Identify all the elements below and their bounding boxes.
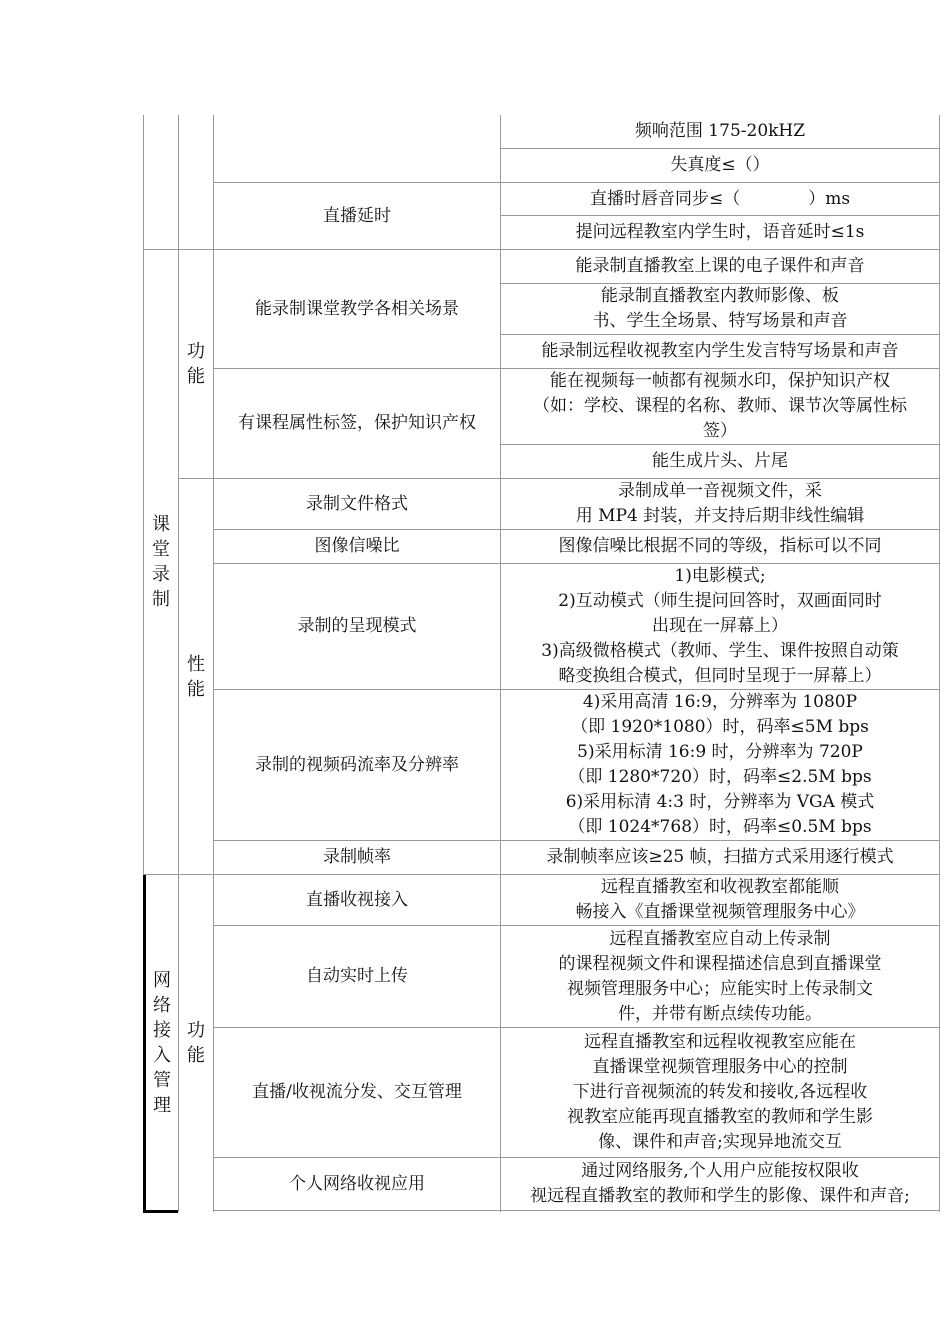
item-present-mode: 录制的呈现模式 — [297, 616, 417, 636]
spec-rec-courseware: 能录制直播教室上课的电子课件和声音 — [575, 256, 865, 276]
item-live-delay: 直播延时 — [323, 205, 391, 226]
spec-snr: 图像信噪比根据不同的等级，指标可以不同 — [558, 536, 882, 556]
item-stream-mgmt: 直播/收视流分发、交互管理 — [252, 1082, 462, 1102]
spec-distortion: 失真度≤（） — [670, 155, 770, 175]
col-divider-4 — [939, 115, 940, 1212]
item-bitrate: 录制的视频码流率及分辨率 — [255, 754, 459, 775]
table-border-bottom-thick — [143, 1210, 178, 1213]
item-live-access: 直播收视接入 — [306, 889, 408, 910]
spec-bitrate: 4)采用高清 16:9，分辨率为 1080P （即 1920*1080）时，码率≤5M bps 5)采用标清 16:9 时，分辨率为 720P （即 1280*720）时，码率≤2.5M bps 6)采用标清 4:3 时，分辨率为 VGA 模式 （即 1024*768）时，码率≤0.5M bps — [565, 692, 875, 837]
spec-framerate: 录制帧率应该≥25 帧，扫描方式采用逐行模式 — [546, 847, 894, 867]
item-framerate: 录制帧率 — [323, 847, 391, 867]
row-line — [213, 1210, 939, 1211]
category-recording: 课 堂 录 制 — [152, 514, 170, 610]
item-course-tag: 有课程属性标签，保护知识产权 — [238, 413, 476, 433]
subcategory-performance: 性 能 — [187, 653, 205, 700]
spec-stream-mgmt: 远程直播教室和远程收视教室应能在 直播课堂视频管理服务中心的控制 下进行音视频流的转发和接收,各远程收 视教室应能再现直播教室的教师和学生影 像、课件和声音;实现异地流交互 — [567, 1032, 873, 1152]
spec-auto-upload: 远程直播教室应自动上传录制 的课程视频文件和课程描述信息到直播课堂 视频管理服务中心；应能实时上传录制文 件，并带有断点续传功能。 — [558, 928, 882, 1024]
spec-watermark: 能在视频每一帧都有视频水印，保护知识产权 （如：学校、课程的名称、教师、课节次等属性标 签） — [533, 371, 907, 441]
spec-lipsync: 直播时唇音同步≤（ ）ms — [589, 188, 851, 209]
spec-modes: 1)电影模式; 2)互动模式（师生提问回答时，双画面同时 出现在一屏幕上） 3)高级微格模式（教师、学生、课件按照自动策 略变换组合模式，但同时呈现于一屏幕上） — [541, 566, 899, 686]
item-personal-app: 个人网络收视应用 — [289, 1173, 425, 1194]
category-network: 网 络 接 入 管 理 — [153, 969, 171, 1116]
spec-personal-app: 通过网络服务,个人用户应能按权限收 视远程直播教室的教师和学生的影像、课件和声音; — [530, 1161, 910, 1206]
spec-titles: 能生成片头、片尾 — [652, 451, 788, 471]
spec-rec-remote: 能录制远程收视教室内学生发言特写场景和声音 — [541, 341, 899, 361]
spec-live-access: 远程直播教室和收视教室都能顺 畅接入《直播课堂视频管理服务中心》 — [575, 877, 865, 922]
subcategory-function: 功 能 — [187, 1019, 205, 1066]
item-snr: 图像信噪比 — [314, 536, 400, 556]
spec-voice-delay: 提问远程教室内学生时，语音延时≤1s — [575, 222, 865, 242]
item-file-format: 录制文件格式 — [306, 493, 408, 514]
item-auto-upload: 自动实时上传 — [306, 966, 408, 986]
item-record-scenes: 能录制课堂教学各相关场景 — [255, 298, 459, 319]
spec-format: 录制成单一音视频文件，采 用 MP4 封装，并支持后期非线性编辑 — [575, 481, 865, 526]
spec-freq: 频响范围 175-20kHZ — [634, 121, 806, 141]
subcategory-function: 功 能 — [187, 341, 205, 387]
spec-rec-teacher: 能录制直播教室内教师影像、板 书、学生全场景、特写场景和声音 — [592, 286, 848, 331]
